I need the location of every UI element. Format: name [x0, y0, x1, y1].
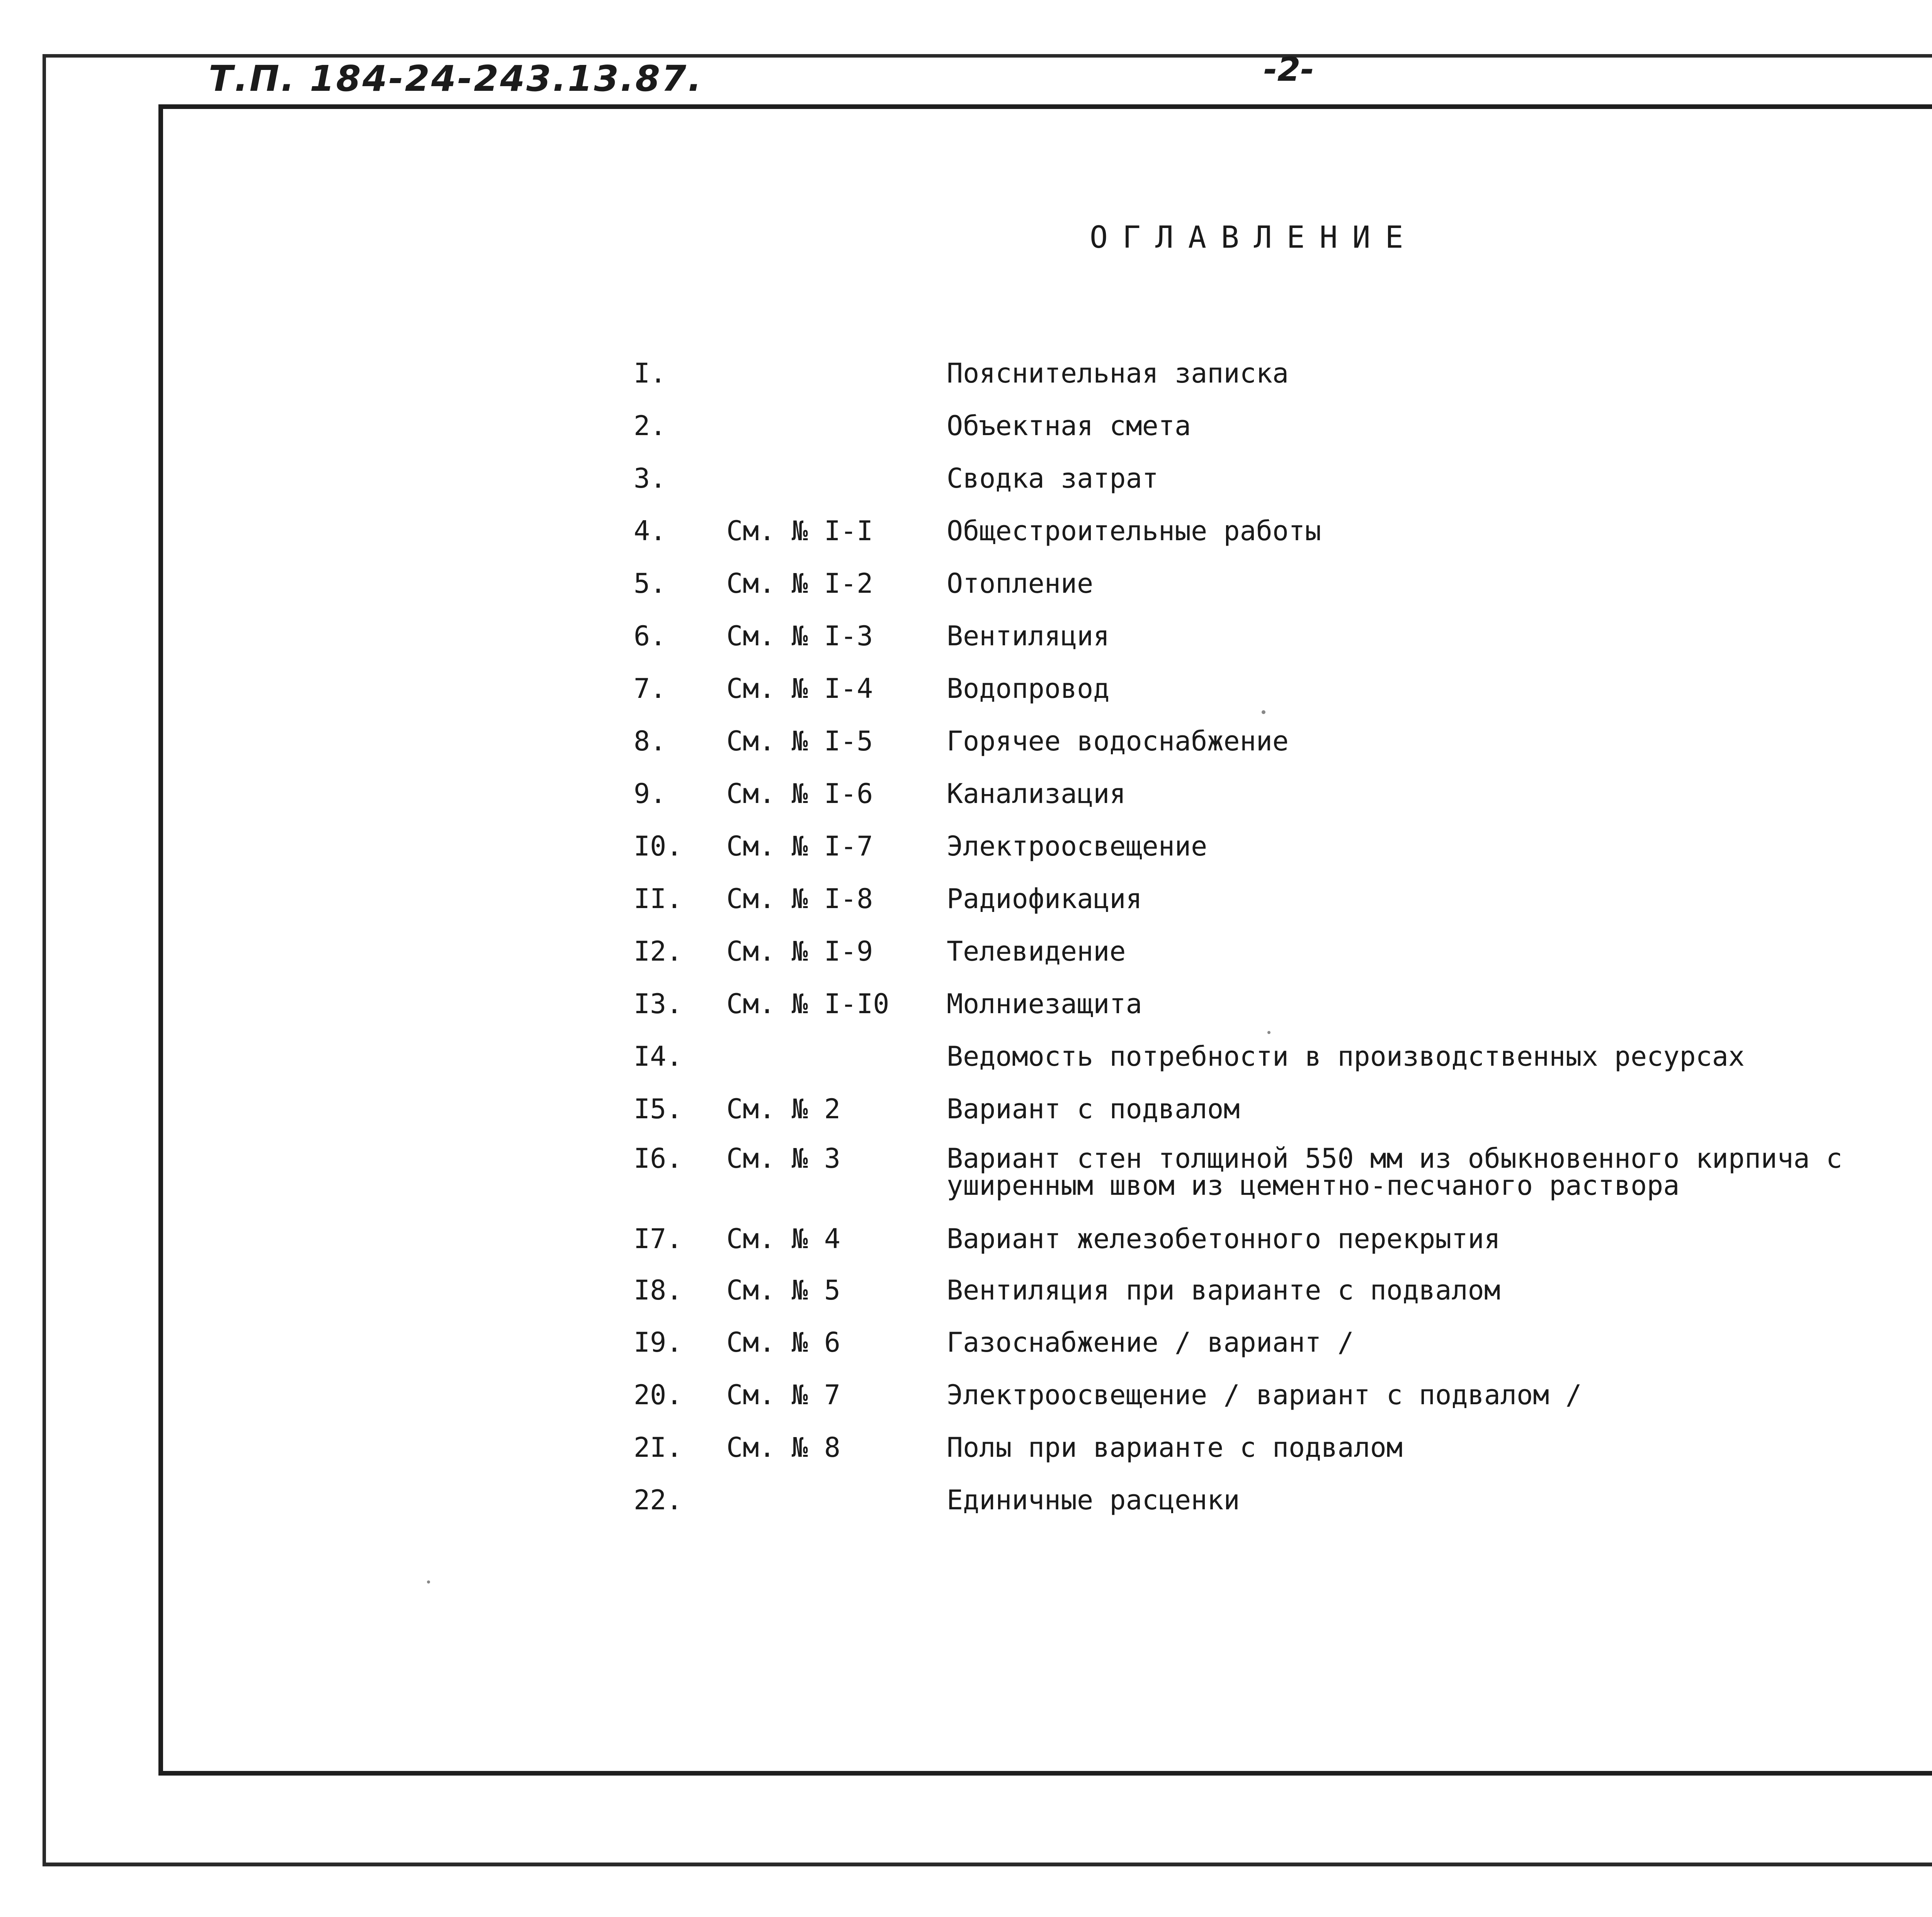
- document-code: Т.П. 184-24-243.13.87.: [209, 58, 703, 99]
- entry-reference: См. № I-I0: [726, 988, 889, 1020]
- entry-title: Вариант с подвалом: [947, 1093, 1240, 1125]
- entry-reference: См. № I-I: [726, 515, 873, 547]
- entry-number: I3.: [634, 988, 683, 1020]
- entry-title: Объектная смета: [947, 410, 1191, 442]
- entry-reference: См. № I-6: [726, 778, 873, 810]
- entry-title: Радиофикация: [947, 883, 1142, 915]
- entry-number: 7.: [634, 673, 667, 704]
- scan-speck: [427, 1580, 430, 1584]
- entry-reference: См. № 4: [726, 1223, 841, 1255]
- entry-title: Вентиляция: [947, 620, 1110, 652]
- entry-reference: См. № 8: [726, 1432, 841, 1463]
- entry-number: 2I.: [634, 1432, 683, 1463]
- entry-title: [947, 1145, 1842, 1172]
- entry-title: Вариант железобетонного перекрытия: [947, 1223, 1500, 1255]
- entry-number: I9.: [634, 1327, 683, 1358]
- entry-number: 5.: [634, 568, 667, 599]
- entry-title: Единичные расценки: [947, 1484, 1240, 1516]
- entry-reference: См. № I-9: [726, 936, 873, 967]
- entry-number: II.: [634, 883, 683, 915]
- entry-number: I8.: [634, 1274, 683, 1306]
- entry-reference: См. № 2: [726, 1093, 841, 1125]
- entry-number: 22.: [634, 1484, 683, 1516]
- entry-title: Молниезащита: [947, 988, 1142, 1020]
- page-number: -2-: [1264, 50, 1315, 89]
- entry-title: Канализация: [947, 778, 1126, 810]
- entry-title: Сводка затрат: [947, 463, 1158, 494]
- entry-title: Полы при варианте с подвалом: [947, 1432, 1403, 1463]
- entry-reference: См. № I-2: [726, 568, 873, 599]
- entry-title: Ведомость потребности в производственных ресурсах: [947, 1041, 1745, 1072]
- entry-number: 2.: [634, 410, 667, 442]
- page-title: ОГЛАВЛЕНИЕ: [1090, 220, 1418, 255]
- entry-number: I.: [634, 357, 667, 389]
- entry-number: I4.: [634, 1041, 683, 1072]
- entry-title: Пояснительная записка: [947, 357, 1289, 389]
- entry-number: 4.: [634, 515, 667, 547]
- entry-title-line: Вариант стен толщиной 550 мм из обыкновенного кирпича с: [947, 1143, 1842, 1174]
- entry-title: Вентиляция при варианте с подвалом: [947, 1274, 1500, 1306]
- entry-reference: См. № I-5: [726, 725, 873, 757]
- entry-title: Газоснабжение / вариант /: [947, 1327, 1354, 1358]
- entry-number: 6.: [634, 620, 667, 652]
- scan-speck: [1267, 1031, 1270, 1034]
- entry-number: I7.: [634, 1223, 683, 1255]
- entry-title: Горячее водоснабжение: [947, 725, 1289, 757]
- entry-number: I6.: [634, 1143, 683, 1174]
- scan-speck: [1262, 710, 1265, 714]
- entry-reference: См. № I-7: [726, 830, 873, 862]
- entry-title: Водопровод: [947, 673, 1110, 704]
- entry-number: 9.: [634, 778, 667, 810]
- entry-number: 8.: [634, 725, 667, 757]
- entry-reference: См. № 5: [726, 1274, 841, 1306]
- entry-title: Электроосвещение: [947, 830, 1208, 862]
- entry-title: Общестроительные работы: [947, 515, 1321, 547]
- entry-number: 20.: [634, 1379, 683, 1411]
- entry-number: 3.: [634, 463, 667, 494]
- entry-title: Отопление: [947, 568, 1094, 599]
- entry-number: I5.: [634, 1093, 683, 1125]
- entry-title-continuation: уширенным швом из цементно-песчаного раствора: [947, 1170, 1680, 1201]
- entry-reference: См. № I-8: [726, 883, 873, 915]
- entry-title: Телевидение: [947, 936, 1126, 967]
- entry-reference: См. № 6: [726, 1327, 841, 1358]
- entry-reference: См. № I-4: [726, 673, 873, 704]
- entry-number: I0.: [634, 830, 683, 862]
- entry-title: Электроосвещение / вариант с подвалом /: [947, 1379, 1582, 1411]
- entry-number: I2.: [634, 936, 683, 967]
- entry-reference: См. № 7: [726, 1379, 841, 1411]
- entry-reference: См. № I-3: [726, 620, 873, 652]
- entry-reference: См. № 3: [726, 1143, 841, 1174]
